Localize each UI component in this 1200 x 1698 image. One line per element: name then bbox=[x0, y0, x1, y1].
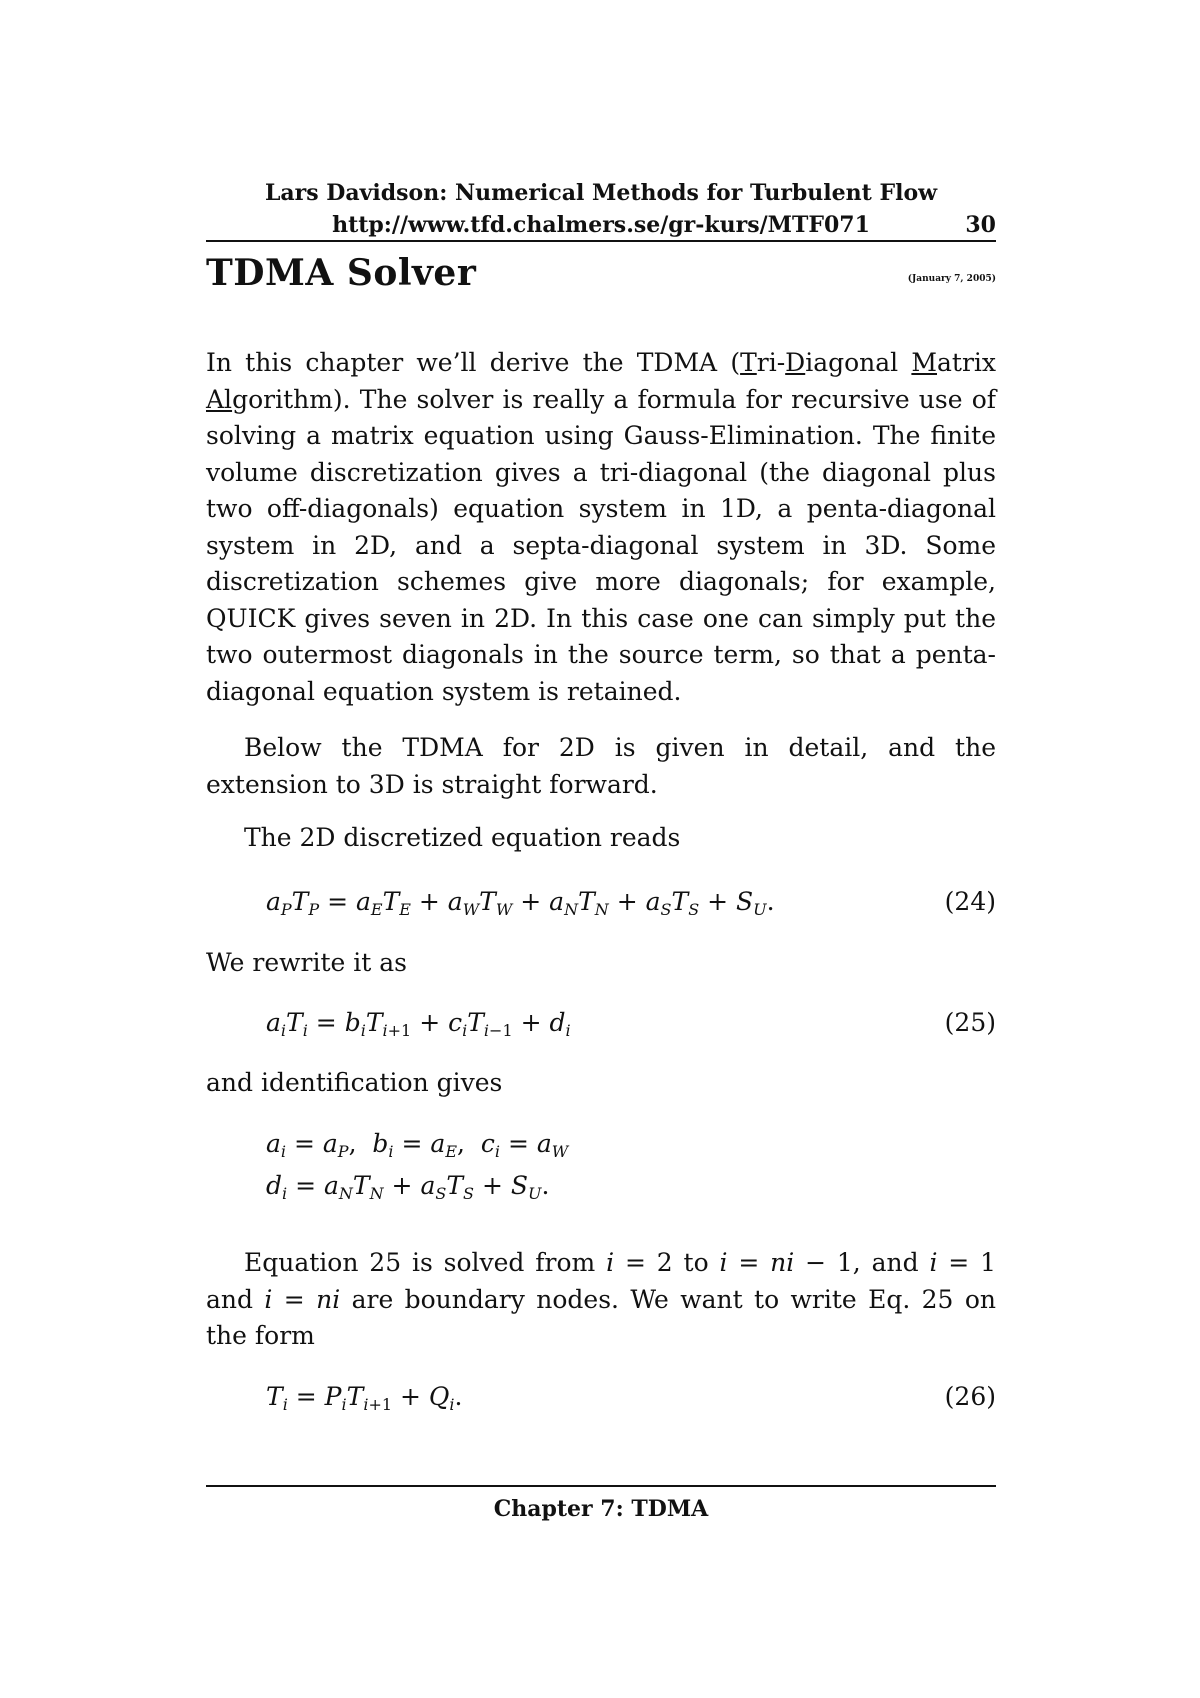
header-url: http://www.tfd.chalmers.se/gr-kurs/MTF071 bbox=[332, 212, 870, 238]
section-date: (January 7, 2005) bbox=[907, 274, 996, 284]
equation-26-expression: $T_i = P_iT_{i+1} + Q_i$. bbox=[266, 1382, 463, 1414]
paragraph-solve-range: Equation 25 is solved from i = 2 to i = ni − 1, and i = 1 and i = ni are boundary nodes. We want to write Eq. 25 on the form bbox=[206, 1248, 997, 1350]
header-rule bbox=[206, 240, 996, 242]
footer-rule bbox=[206, 1485, 996, 1487]
paragraph-identification: and identification gives bbox=[206, 1068, 503, 1097]
paragraph-2d-detail: Below the TDMA for 2D is given in detail, and the extension to 3D is straight forward. bbox=[206, 733, 996, 799]
paragraph-intro: In this chapter we’ll derive the TDMA (Tri-Diagonal Matrix Algorithm). The solver is really a formula for recursive use of solving a matrix equation using Gauss-Elimination. The finite volume discretization gives a tri-diagonal (the diagonal plus two off-diagonals) equation system in 1D, a penta-diagonal system in 2D, and a septa-diagonal system in 3D. Some discretization schemes give more diagonals; for example, QUICK gives seven in 2D. In this case one can simply put the two outermost diagonals in the source term, so that a penta-diagonal equation system is retained. bbox=[206, 348, 996, 706]
paragraph-2d-equation: The 2D discretized equation reads bbox=[244, 823, 681, 852]
equation-24-number: (24) bbox=[944, 887, 996, 916]
equation-25 bbox=[206, 1003, 996, 1043]
equation-26 bbox=[206, 1377, 996, 1417]
equation-coefficient-d bbox=[206, 1166, 996, 1206]
equation-coefficients-abc-expression: $a_i = a_P$, $b_i = a_E$, $c_i = a_W$ bbox=[266, 1129, 569, 1161]
equation-25-expression: $a_iT_i = b_iT_{i+1} + c_iT_{i-1} + d_i$ bbox=[266, 1008, 571, 1040]
equation-26-number: (26) bbox=[944, 1382, 996, 1411]
paragraph-rewrite: We rewrite it as bbox=[206, 948, 408, 977]
header-course-title: Lars Davidson: Numerical Methods for Turbulent Flow bbox=[264, 180, 938, 206]
page-number: 30 bbox=[965, 212, 996, 238]
equation-24-expression: $a_PT_P = a_ET_E + a_WT_W + a_NT_N + a_ST_S + S_U$. bbox=[266, 887, 775, 919]
equation-24 bbox=[206, 882, 996, 922]
equation-coefficient-d-expression: $d_i = a_NT_N + a_ST_S + S_U$. bbox=[266, 1171, 550, 1203]
footer-chapter: Chapter 7: TDMA bbox=[493, 1496, 709, 1522]
equation-coefficients-abc bbox=[206, 1124, 996, 1164]
equation-25-number: (25) bbox=[944, 1008, 996, 1037]
section-title: TDMA Solver bbox=[206, 252, 477, 294]
